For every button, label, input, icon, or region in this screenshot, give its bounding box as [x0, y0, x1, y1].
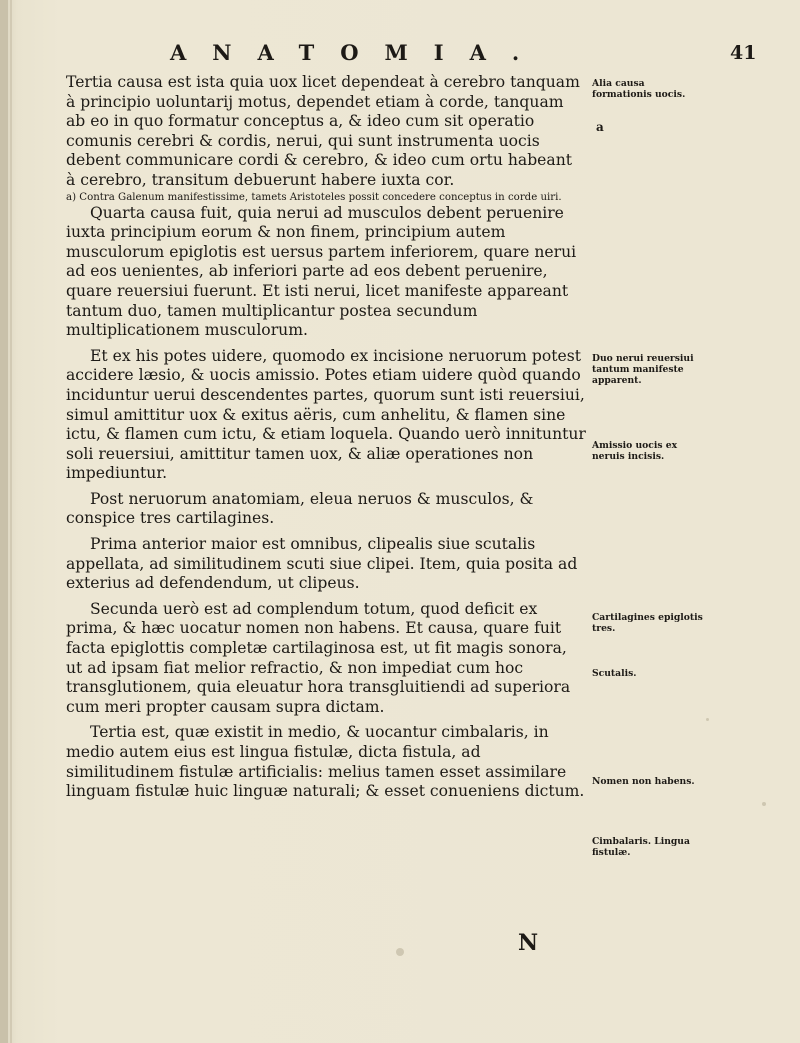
margin-note-2: a [596, 120, 604, 134]
margin-note-4: Amissio uocis ex neruis incisis. [592, 440, 678, 462]
margin-note-7: Nomen non habens. [592, 776, 695, 787]
margin-note-1: Alia causa formationis uocis. [592, 78, 686, 100]
paragraph-3: Et ex his potes uidere, quomodo ex incisione neruorum potest accidere læsio, & uocis amissio. Potes etiam uidere quòd quando inciduntur uerui descendentes partes, quorum sunt isti reuersiui, simul amittitur uox & exitus aëris, cum anhelitu, & flamen sine ictu, & flamen cum ictu, & etiam loquela. Quando uerò innituntur soli reuersiui, amittitur tamen uox, & aliæ operationes non impediuntur. [66, 346, 586, 483]
signature-mark: N [518, 930, 539, 956]
paragraph-7: Tertia est, quæ existit in medio, & uocantur cimbalaris, in medio autem eius est lingua fistulæ, dicta fistula, ad similitudinem fistulæ artificialis: melius tamen esset assimilare linguam fistulæ huic linguæ naturali; & esset conueniens dictum. [66, 723, 585, 801]
footnote-a: a) Contra Galenum manifestissime, tamets Aristoteles possit concedere conceptus in corde uiri. [66, 191, 562, 203]
page-gutter-line [10, 0, 12, 1043]
margin-note-6: Scutalis. [592, 668, 637, 679]
paper-speck [396, 948, 404, 956]
paragraph-2: Quarta causa fuit, quia nerui ad musculos debent peruenire iuxta principium eorum & non finem, principium autem musculorum epiglotis est uersus partem inferiorem, quare nerui ad eos uenientes, ab inferiori parte ad eos debent peruenire, quare reuersiui fuerunt. Et isti nerui, licet manifeste appareant tantum duo, tamen multiplicantur postea secundum multiplicationem musculorum. [66, 203, 577, 340]
paragraph-1: Tertia causa est ista quia uox licet dependeat à cerebro tanquam à principio uoluntarij motus, dependet etiam à corde, tanquam ab eo in quo formatur conceptus a, & ideo cum sit operatio comunis cerebri & cordis, nerui, qui sunt instrumenta uocis debent communicare cordi & cerebro, & ideo cum ortu habeant à cerebro, transitum debuerunt habere iuxta cor. [66, 73, 580, 189]
paper-speck [762, 802, 766, 806]
paragraph-6: Secunda uerò est ad complendum totum, quod deficit ex prima, & hæc uocatur nomen non habens. Et causa, quare fuit facta epiglottis completæ cartilaginosa est, ut fit magis sonora, ut ad ipsam fiat melior refractio, & non impediat cum hoc transglutionem, quia eleuatur hora transgluitiendi ad superiora cum meri propter causam supra dictam. [66, 599, 571, 716]
paragraph-4: Post neruorum anatomiam, eleua neruos & musculos, & conspice tres cartilagines. [66, 489, 534, 528]
margin-note-8: Cimbalaris. Lingua fistulæ. [592, 836, 690, 858]
main-text-block [66, 73, 586, 802]
paper-speck [706, 718, 709, 721]
margin-note-3: Duo nerui reuersiui tantum manifeste apparent. [592, 353, 694, 386]
running-title: ANATOMIA. [170, 40, 546, 65]
page-gutter [0, 0, 8, 1043]
margin-note-5: Cartilagines epiglotis tres. [592, 612, 703, 634]
paragraph-5: Prima anterior maior est omnibus, clipealis siue scutalis appellata, ad similitudinem scuti siue clipei. Item, quia posita ad exterius ad defendendum, ut clipeus. [66, 535, 578, 593]
page-number: 41 [730, 42, 757, 64]
